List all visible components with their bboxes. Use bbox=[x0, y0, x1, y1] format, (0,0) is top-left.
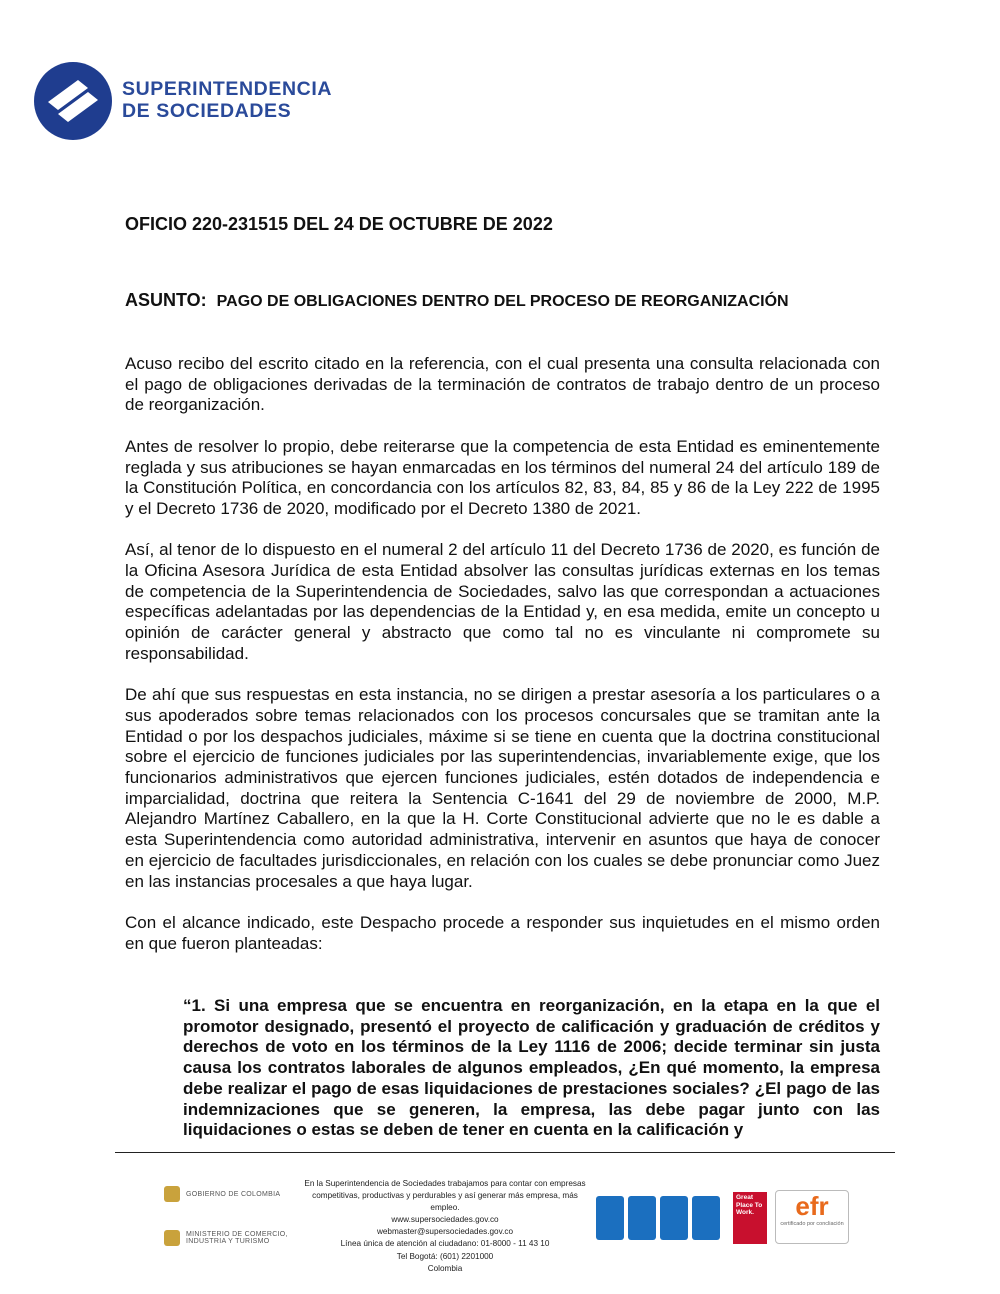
crest-icon bbox=[164, 1186, 180, 1202]
icontec-badge-icon bbox=[660, 1196, 688, 1240]
footer-divider bbox=[115, 1152, 895, 1153]
gov-colombia-logo bbox=[164, 1186, 280, 1202]
document-body bbox=[125, 354, 880, 975]
gov-colombia-text: GOBIERNO DE COLOMBIA bbox=[186, 1190, 281, 1198]
quoted-question: “1. Si una empresa que se encuentra en reorganización, en la etapa en la que el promotor designado, presentó el proyecto de calificación y graduación de créditos y derechos de voto en los términos de la Ley 1116 de 2006; decide terminar sin justa causa los contratos laborales de algunos empleados, ¿En qué momento, la empresa debe realizar el pago de esas liquidaciones de prestaciones sociales? ¿El pago de las indemnizaciones que se generen, la empresa, las debe pagar junto con las liquidaciones o estas se deben de tener en cuenta en la calificación y bbox=[183, 996, 880, 1140]
website-link[interactable]: www.supersociedades.gov.co bbox=[391, 1215, 499, 1225]
document-title: OFICIO 220-231515 DEL 24 DE OCTUBRE DE 2022 bbox=[125, 214, 553, 234]
icontec-badge-icon bbox=[596, 1196, 624, 1240]
logo-mark-icon bbox=[34, 62, 112, 140]
crest-icon bbox=[164, 1230, 180, 1246]
efr-subtitle: certificado por concliación bbox=[780, 1221, 844, 1227]
footer bbox=[0, 1170, 1000, 1280]
icontec-badge-icon bbox=[692, 1196, 720, 1240]
icontec-badge-icon bbox=[628, 1196, 656, 1240]
email-link[interactable]: webmaster@supersociedades.gov.co bbox=[376, 1227, 514, 1237]
logo-line2: DE SOCIEDADES bbox=[122, 100, 292, 122]
logo-text bbox=[122, 78, 332, 122]
subject-label: ASUNTO: bbox=[125, 290, 207, 310]
contact-line: Línea única de atención al ciudadano: 01-8000 - 11 43 10 bbox=[340, 1239, 550, 1249]
contact-line: Colombia bbox=[427, 1263, 463, 1273]
paragraph: Con el alcance indicado, este Despacho procede a responder sus inquietudes en el mismo orden en que fueron planteadas: bbox=[125, 912, 880, 953]
efr-logo-text: efr bbox=[795, 1191, 829, 1221]
certification-badges bbox=[596, 1196, 720, 1240]
paragraph: Antes de resolver lo propio, debe reiterarse que la competencia de esta Entidad es eminentemente reglada y sus atribuciones se hayan enmarcadas en los términos del numeral 24 del artículo 189 de la Constitución Política, en concordancia con los artículos 82, 83, 84, 85 y 86 de la Ley 222 de 1995 y el Decreto 1736 de 2020, modificado por el Decreto 1380 de 2021. bbox=[125, 436, 880, 518]
paragraph: Acuso recibo del escrito citado en la referencia, con el cual presenta una consulta relacionada con el pago de obligaciones derivadas de la terminación de contratos de trabajo dentro de un proceso de reorganización. bbox=[125, 354, 880, 415]
great-place-to-work-badge: Great Place To Work. bbox=[733, 1192, 767, 1244]
ministry-text: MINISTERIO DE COMERCIO, INDUSTRIA Y TURISMO bbox=[186, 1231, 288, 1245]
contact-line: Tel Bogotá: (601) 2201000 bbox=[396, 1251, 494, 1261]
contact-info bbox=[300, 1178, 590, 1275]
contact-line: En la Superintendencia de Sociedades trabajamos para contar con empresas bbox=[304, 1179, 586, 1188]
subject-text: PAGO DE OBLIGACIONES DENTRO DEL PROCESO DE REORGANIZACIÓN bbox=[216, 293, 789, 310]
logo bbox=[34, 62, 364, 142]
logo-line1: SUPERINTENDENCIA bbox=[122, 78, 333, 100]
contact-line: competitivas, productivas y perdurables y así generar más empresa, más empleo. bbox=[312, 1191, 578, 1213]
paragraph: De ahí que sus respuestas en esta instancia, no se dirigen a prestar asesoría a los particulares o a sus apoderados sobre temas relacionados con los procesos concursales que se tramitan ante la Entidad o por los despachos judiciales, máxime si se tiene en cuenta que la doctrina constitucional sobre el ejercicio de funciones judiciales por las superintendencias, invariablemente exige, que los funcionarios administrativos que ejercen funciones judiciales, estén dotados de independencia e imparcialidad, doctrina que reitera la Sentencia C-1641 del 29 de noviembre de 2000, M.P. Alejandro Martínez Caballero, en la que la H. Corte Constitucional advierte que no le es dable a esta Superintendencia como autoridad administrativa, intervenir en asuntos que haya de conocer en ejercicio de facultades jurisdiccionales, en relación con los cuales se debe pronunciar como Juez en las instancias procesales a que haya lugar. bbox=[125, 685, 880, 891]
paragraph: Así, al tenor de lo dispuesto en el numeral 2 del artículo 11 del Decreto 1736 de 2020, es función de la Oficina Asesora Jurídica de esta Entidad absolver las consultas jurídicas externas en los temas de competencia de la Superintendencia de Sociedades, salvo las que correspondan a actuaciones específicas adelantadas por las dependencias de la Entidad y, en esa medida, emite un concepto u opinión de carácter general y abstracto que como tal no es vinculante ni compromete su responsabilidad. bbox=[125, 540, 880, 663]
efr-badge bbox=[775, 1190, 849, 1244]
subject-line bbox=[125, 290, 789, 311]
ministry-logo bbox=[164, 1230, 306, 1246]
